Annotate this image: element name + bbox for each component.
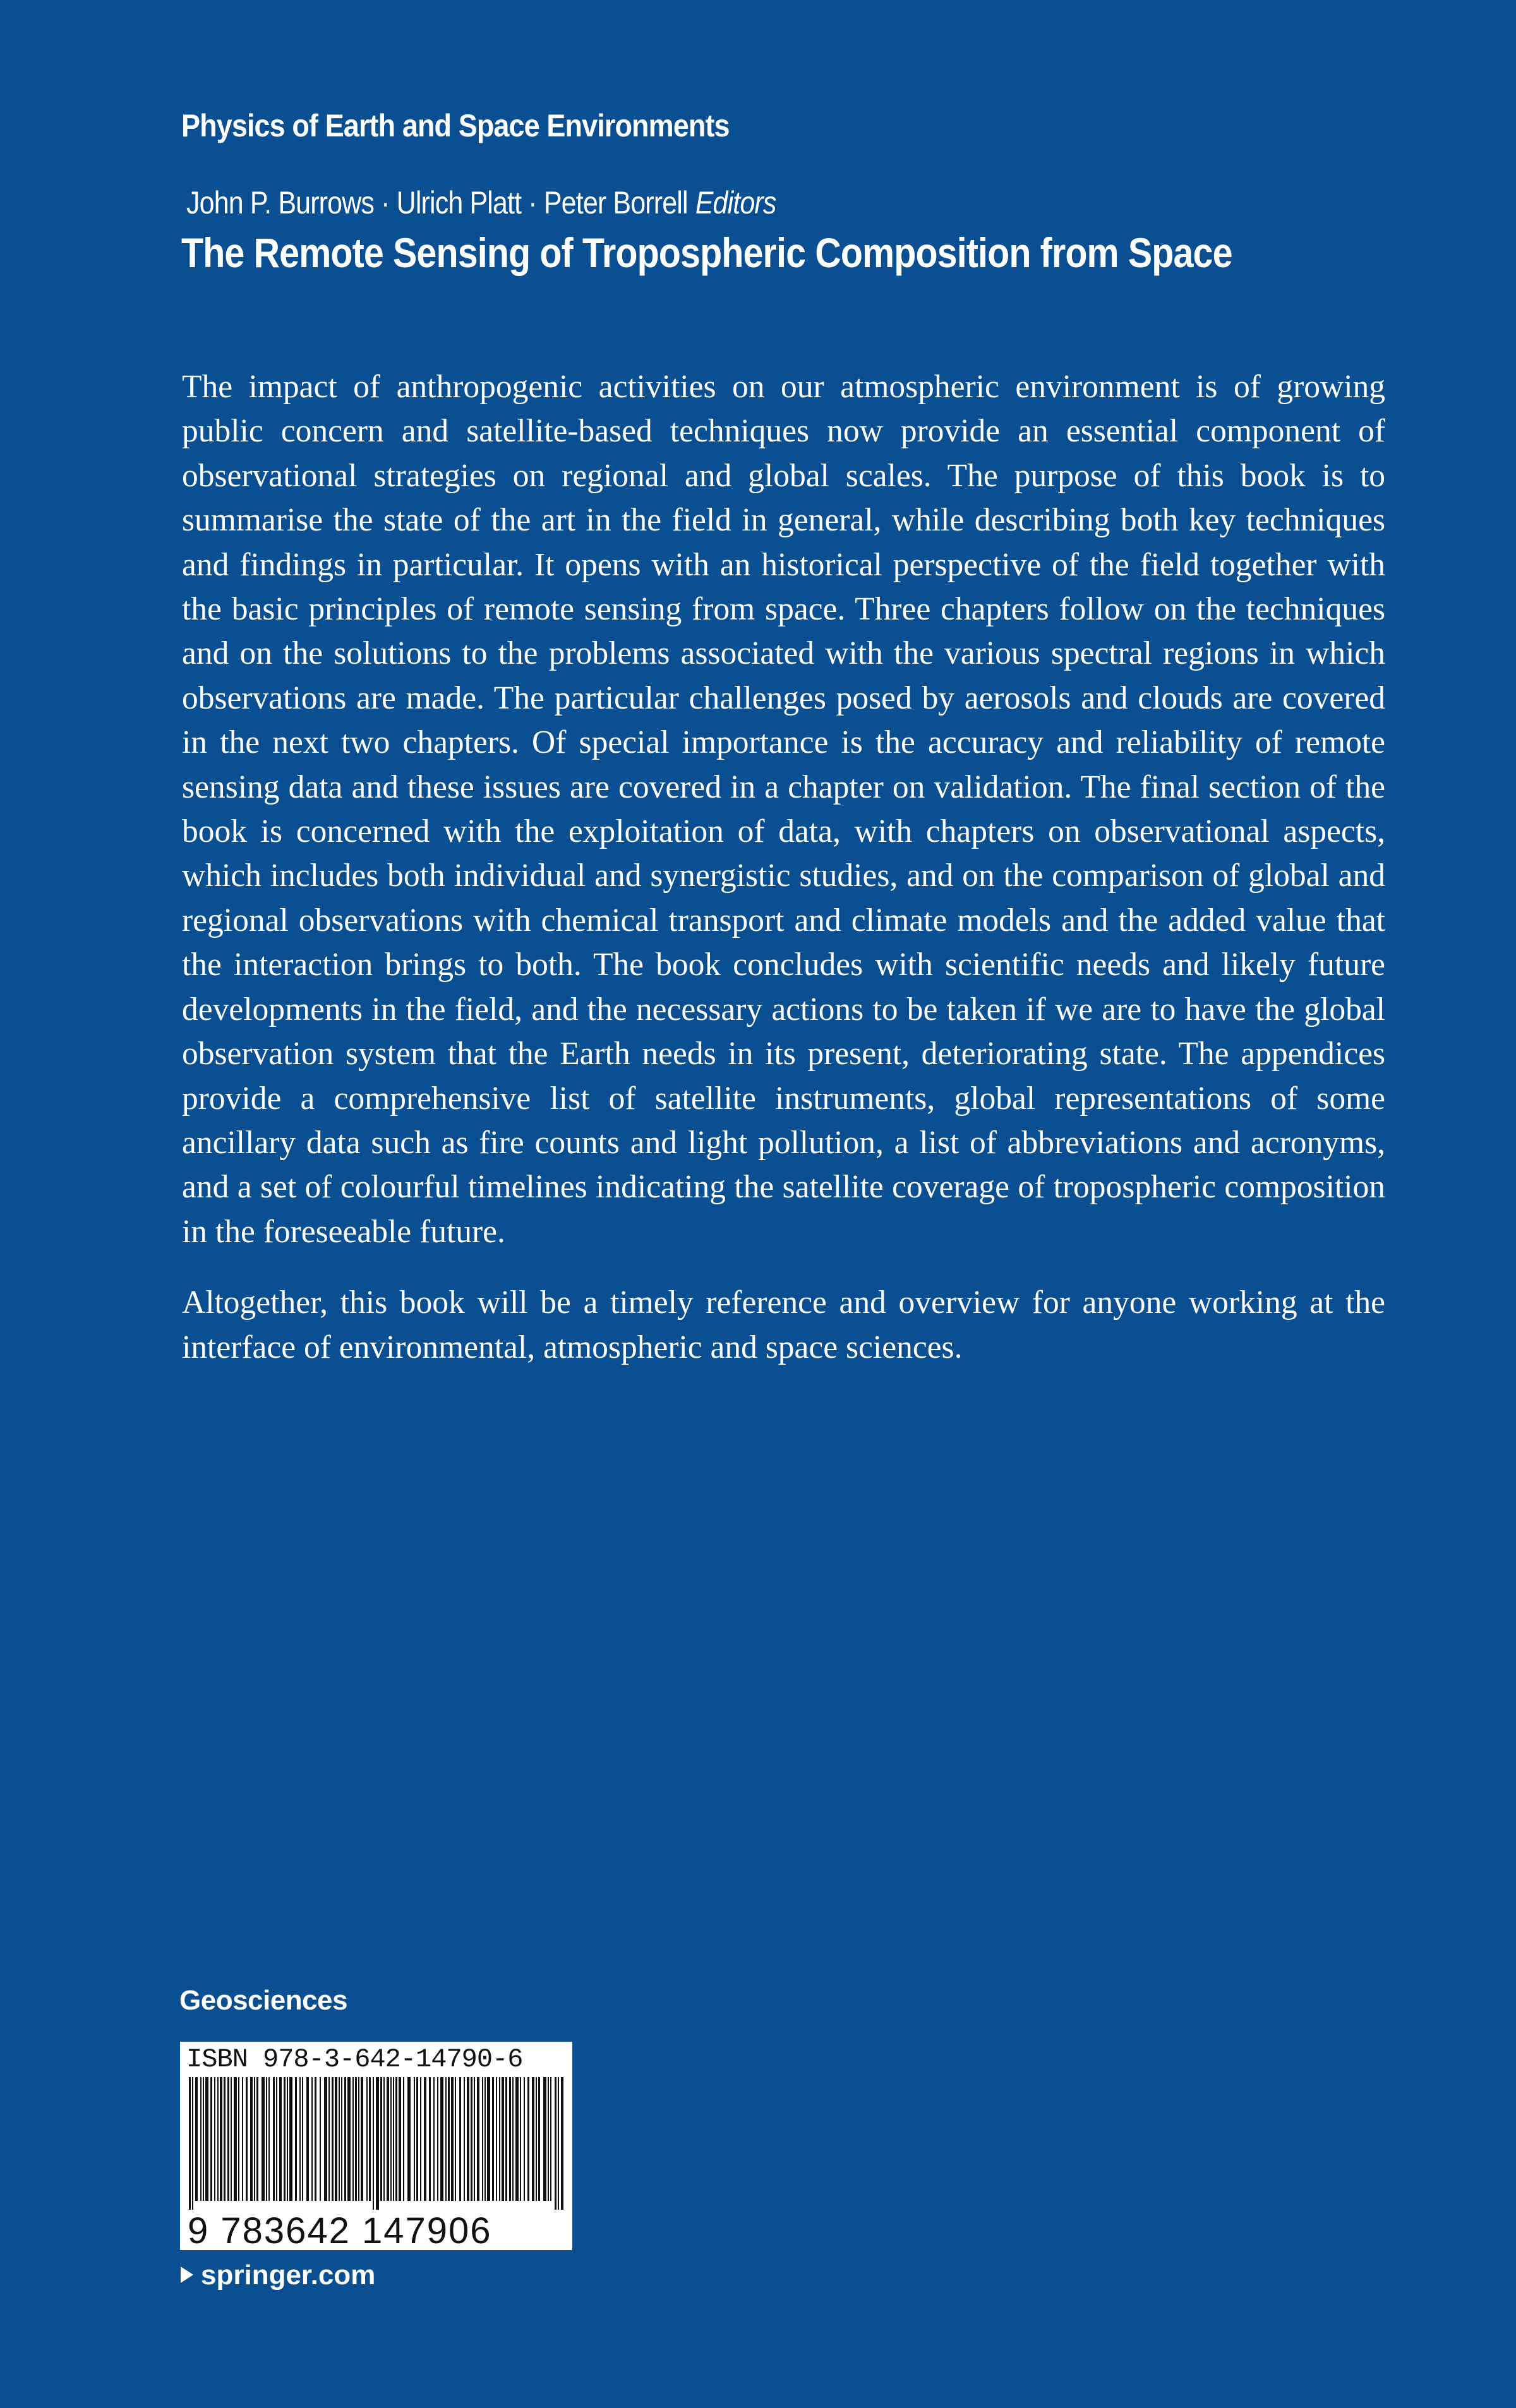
- book-title: The Remote Sensing of Tropospheric Composition from Space: [181, 229, 1232, 276]
- editors-line: [186, 184, 776, 221]
- description-paragraph-1: The impact of anthropogenic activities on our atmospheric environment is of growing public concern and satellite-based techniques now provide an essential component of observational strategies on regional and global scales. The purpose of this book is to summarise the state of the art in the field in general, while describing both key techniques and findings in particular. It opens with an historical perspective of the field together with the basic principles of remote sensing from space. Three chapters follow on the techniques and on the solutions to the problems associated with the various spectral regions in which observations are made. The particular challenges posed by aerosols and clouds are covered in the next two chapters. Of special importance is the accuracy and reliability of remote sensing data and these issues are covered in a chapter on validation. The final section of the book is concerned with the exploitation of data, with chapters on observational aspects, which includes both individual and synergistic studies, and on the comparison of global and regional observations with chemical transport and climate models and the added value that the interaction brings to both. The book concludes with scientific needs and likely future developments in the field, and the necessary actions to be taken if we are to have the global observation system that the Earth needs in its present, deteriorating state. The appendices provide a comprehensive list of satellite instruments, global representations of some ancillary data such as fire counts and light pollution, a list of abbreviations and acronyms, and a set of colourful timelines indicating the satellite coverage of tropospheric composition in the foreseeable future.: [182, 369, 1385, 1250]
- editors-role: Editors: [695, 185, 776, 220]
- subject-category: Geosciences: [179, 1985, 347, 2016]
- barcode-bars-icon: [186, 2077, 565, 2210]
- barcode-digits: 9 783642 147906: [188, 2210, 492, 2251]
- publisher-label: springer.com: [201, 2260, 376, 2291]
- publisher-link[interactable]: [181, 2260, 375, 2291]
- editors-names: John P. Burrows · Ulrich Platt · Peter Borrell: [186, 185, 688, 220]
- series-title: Physics of Earth and Space Environments: [181, 108, 730, 143]
- description-paragraph-2: Altogether, this book will be a timely reference and overview for anyone working at the interface of environmental, atmospheric and space sciences.: [182, 1285, 1385, 1365]
- triangle-arrow-icon: [181, 2267, 193, 2283]
- isbn-label: ISBN 978-3-642-14790-6: [186, 2044, 523, 2075]
- isbn-barcode: [180, 2042, 572, 2250]
- book-description: [182, 365, 1385, 1396]
